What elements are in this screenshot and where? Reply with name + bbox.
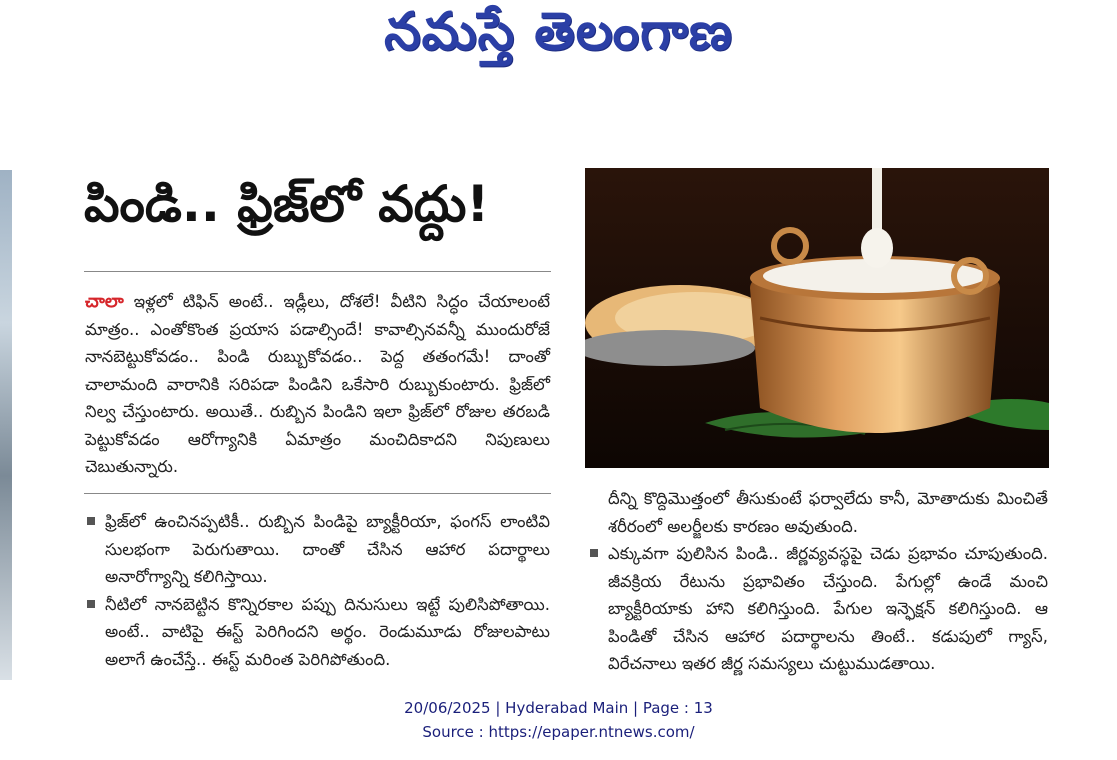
list-item — [588, 540, 1048, 678]
bullet-list-left — [85, 508, 550, 673]
list-item — [85, 591, 550, 674]
batter-pot-illustration — [585, 168, 1049, 468]
article-intro — [85, 288, 550, 481]
bullet-text: నీటిలో నానబెట్టిన కొన్నిరకాల పప్పు దినుసులు ఇట్టే పులిసిపోతాయి. అంటే.. వాటిపై ఈస్ట్ పెరిగిందని అర్థం. రెండుమూడు రోజులపాటు అలాగే ఉంచేస్తే.. ఈస్ట్ మరింత పెరిగిపోతుంది. — [105, 594, 550, 669]
bullet-marker — [87, 600, 95, 608]
list-item — [85, 508, 550, 591]
article-headline: పిండి.. ఫ్రిజ్‌లో వద్దు! — [84, 175, 490, 233]
headline-rule — [84, 271, 551, 272]
masthead: నమస్తే తెలంగాణ — [384, 2, 733, 62]
bullet-marker — [590, 549, 598, 557]
article-photo — [585, 168, 1049, 468]
adjacent-article-strip — [0, 170, 12, 680]
page-footer — [0, 696, 1117, 744]
bullet-text: ఎక్కువగా పులిసిన పిండి.. జీర్ణవ్యవస్థపై చెడు ప్రభావం చూపుతుంది. జీవక్రియ రేటును ప్రభావితం చేస్తుంది. పేగుల్లో ఉండే మంచి బ్యాక్టీరియాకు హాని కలిగిస్తుంది. పేగుల ఇన్ఫెక్షన్ కలిగిస్తుంది. ఆ పిండితో చేసిన ఆహార పదార్థాలను తింటే.. కడుపులో గ్యాస్, విరేచనాలు ఇతర జీర్ణ సమస్యలు చుట్టుముడతాయి. — [608, 544, 1048, 673]
footer-source: Source : https://epaper.ntnews.com/ — [422, 723, 695, 741]
article-column-right — [588, 485, 1048, 678]
intro-text: ఇళ్లలో టిఫిన్ అంటే.. ఇడ్లీలు, దోశలే! వీటిని సిద్ధం చేయాలంటే మాత్రం.. ఎంతోకొంత ప్రయాస పడాల్సిందే! కావాల్సినవన్నీ ముందురోజే నానబెట్టుకోవడం.. పిండి రుబ్బుకోవడం.. పెద్ద తతంగమే! దాంతో చాలామంది వారానికి సరిపడా పిండిని ఒకేసారి రుబ్బుకుంటారు. ఫ్రిజ్‌లో నిల్వ చేస్తుంటారు. అయితే.. రుబ్బిన పిండిని ఇలా ఫ్రిజ్‌లో రోజుల తరబడి పెట్టుకోవడం ఆరోగ్యానికి ఏమాత్రం మంచిదికాదని నిపుణులు చెబుతున్నారు. — [85, 292, 550, 476]
footer-dateline: 20/06/2025 | Hyderabad Main | Page : 13 — [404, 699, 713, 717]
intro-rule — [84, 493, 551, 494]
continuation-text: దీన్ని కొద్దిమొత్తంలో తీసుకుంటే ఫర్వాలేదు కానీ, మోతాదుకు మించితే శరీరంలో అలర్జీలకు కారణం అవుతుంది. — [608, 489, 1048, 536]
bullet-marker — [87, 517, 95, 525]
bullet-text: ఫ్రిజ్‌లో ఉంచినప్పటికీ.. రుబ్బిన పిండిపై బ్యాక్టీరియా, ఫంగస్ లాంటివి సులభంగా పెరుగుతాయి. దాంతో చేసిన ఆహార పదార్థాలు అనారోగ్యాన్ని కలిగిస్తాయి. — [105, 512, 550, 586]
intro-dropcap: చాలా — [85, 291, 124, 312]
